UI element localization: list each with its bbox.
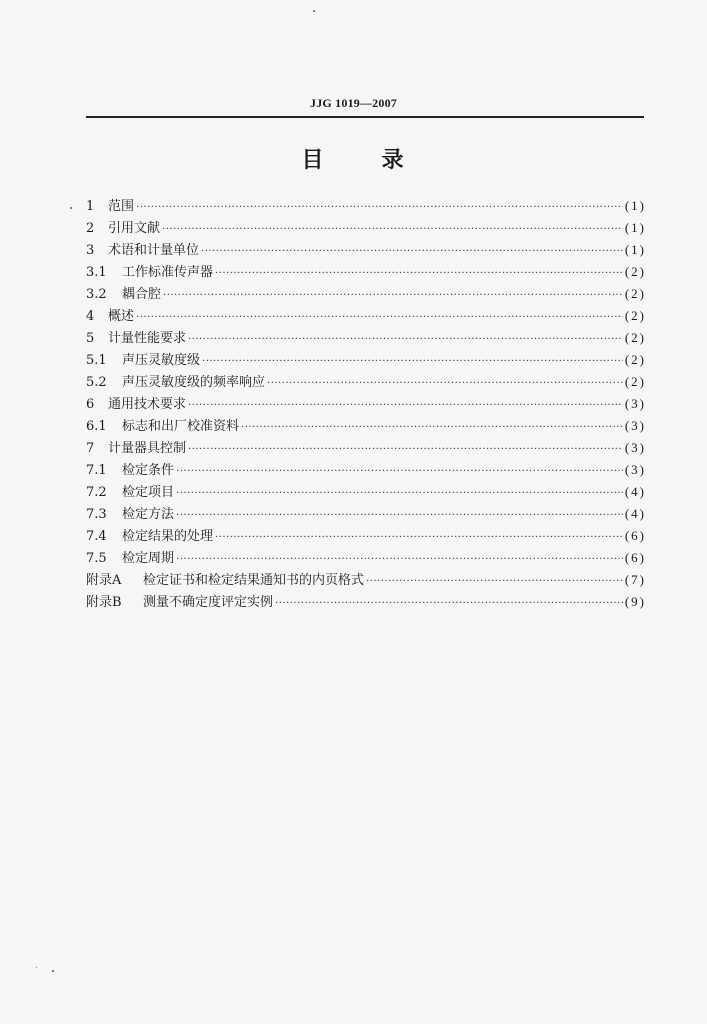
toc-entry: [86, 481, 646, 503]
scan-speck: [36, 967, 37, 968]
toc-entry-page: (7): [624, 572, 646, 587]
header-rule: [86, 116, 644, 118]
toc-entry-page: (1): [624, 198, 646, 213]
toc-entry-number: 4: [86, 309, 95, 324]
toc-entry-page: (2): [624, 352, 646, 367]
scan-speck: [313, 10, 315, 12]
toc-dot-leader: [201, 246, 623, 257]
toc-dot-leader: [188, 444, 623, 455]
toc-entry: [86, 415, 646, 437]
toc-entry-number: 5: [86, 331, 95, 346]
toc-entry-page: (1): [624, 242, 646, 257]
toc-entry-page: (9): [624, 594, 646, 609]
toc-entry-number: 7.5: [86, 551, 107, 566]
toc-entry-page: (3): [624, 396, 646, 411]
toc-entry-label: 工作标准传声器: [122, 265, 214, 280]
scan-speck: [52, 970, 54, 972]
toc-entry-page: (6): [624, 528, 646, 543]
toc-dot-leader: [163, 290, 623, 301]
toc-dot-leader: [241, 422, 623, 433]
toc-entry-number: 6: [86, 397, 95, 412]
toc-dot-leader: [136, 312, 623, 323]
toc-entry: [86, 569, 646, 591]
toc-entry-label: 范围: [108, 199, 135, 214]
toc-entry-page: (3): [624, 418, 646, 433]
toc-entry-label: 概述: [108, 309, 135, 324]
toc-dot-leader: [366, 576, 623, 587]
toc-entry: [86, 217, 646, 239]
toc-entry: [86, 261, 646, 283]
toc-entry-number: 5.1: [86, 353, 107, 368]
toc-entry-label: 声压灵敏度级的频率响应: [122, 375, 266, 390]
toc-entry: [86, 349, 646, 371]
toc-entry-label: 标志和出厂校准资料: [122, 419, 240, 434]
toc-entry-page: (1): [624, 220, 646, 235]
toc-entry-label: 引用文献: [108, 221, 161, 236]
toc-entry-number: 附录A: [86, 573, 122, 588]
toc-entry-page: (4): [624, 484, 646, 499]
toc-entry-label: 检定周期: [122, 551, 175, 566]
toc-entry-number: 1: [86, 199, 95, 214]
toc-dot-leader: [176, 488, 623, 499]
toc-entry-page: (6): [624, 550, 646, 565]
toc-entry-label: 计量性能要求: [108, 331, 187, 346]
toc-entry-label: 通用技术要求: [108, 397, 187, 412]
toc-dot-leader: [176, 554, 623, 565]
toc-entry-page: (3): [624, 462, 646, 477]
toc-entry: [86, 547, 646, 569]
toc-dot-leader: [188, 400, 623, 411]
toc-entry: [86, 393, 646, 415]
toc-entry: [86, 459, 646, 481]
toc-entry: [86, 305, 646, 327]
toc-entry-page: (4): [624, 506, 646, 521]
toc-entry: [86, 371, 646, 393]
toc-entry: [86, 327, 646, 349]
toc-list: [86, 195, 646, 613]
toc-entry-number: 7.3: [86, 507, 107, 522]
toc-entry-label: 声压灵敏度级: [122, 353, 201, 368]
toc-entry: [86, 437, 646, 459]
toc-entry-number: 附录B: [86, 595, 122, 610]
toc-title: [0, 143, 707, 174]
toc-entry-number: 3.2: [86, 287, 107, 302]
toc-dot-leader: [215, 268, 623, 279]
toc-dot-leader: [136, 202, 623, 213]
toc-entry-number: 3: [86, 243, 95, 258]
toc-entry-number: 7: [86, 441, 95, 456]
toc-entry-label: 术语和计量单位: [108, 243, 200, 258]
toc-entry-label: 测量不确定度评定实例: [143, 595, 274, 610]
scan-speck: [70, 207, 72, 209]
toc-entry-label: 计量器具控制: [108, 441, 187, 456]
toc-entry: [86, 525, 646, 547]
toc-dot-leader: [202, 356, 623, 367]
toc-entry-page: (2): [624, 374, 646, 389]
toc-entry: [86, 195, 646, 217]
toc-entry-number: 5.2: [86, 375, 107, 390]
toc-entry-label: 检定项目: [122, 485, 175, 500]
toc-entry: [86, 591, 646, 613]
toc-title-right: 录: [381, 147, 406, 173]
toc-entry-number: 3.1: [86, 265, 107, 280]
toc-dot-leader: [176, 510, 623, 521]
toc-dot-leader: [188, 334, 623, 345]
toc-title-left: 目: [301, 147, 326, 173]
toc-entry-number: 7.2: [86, 485, 107, 500]
toc-dot-leader: [275, 598, 623, 609]
toc-entry-label: 检定条件: [122, 463, 175, 478]
toc-entry-page: (2): [624, 264, 646, 279]
toc-entry-page: (2): [624, 286, 646, 301]
toc-entry-number: 2: [86, 221, 95, 236]
toc-entry: [86, 503, 646, 525]
toc-entry-number: 6.1: [86, 419, 107, 434]
page-header-code: JJG 1019—2007: [310, 96, 397, 110]
toc-entry-number: 7.4: [86, 529, 107, 544]
toc-entry-label: 耦合腔: [122, 287, 162, 302]
toc-entry-page: (2): [624, 330, 646, 345]
toc-entry: [86, 283, 646, 305]
toc-dot-leader: [215, 532, 623, 543]
toc-entry-label: 检定结果的处理: [122, 529, 214, 544]
toc-entry-label: 检定方法: [122, 507, 175, 522]
toc-entry-label: 检定证书和检定结果通知书的内页格式: [143, 573, 365, 588]
toc-dot-leader: [162, 224, 623, 235]
toc-entry-page: (2): [624, 308, 646, 323]
toc-entry: [86, 239, 646, 261]
toc-dot-leader: [267, 378, 623, 389]
toc-entry-page: (3): [624, 440, 646, 455]
toc-entry-number: 7.1: [86, 463, 107, 478]
toc-dot-leader: [176, 466, 623, 477]
